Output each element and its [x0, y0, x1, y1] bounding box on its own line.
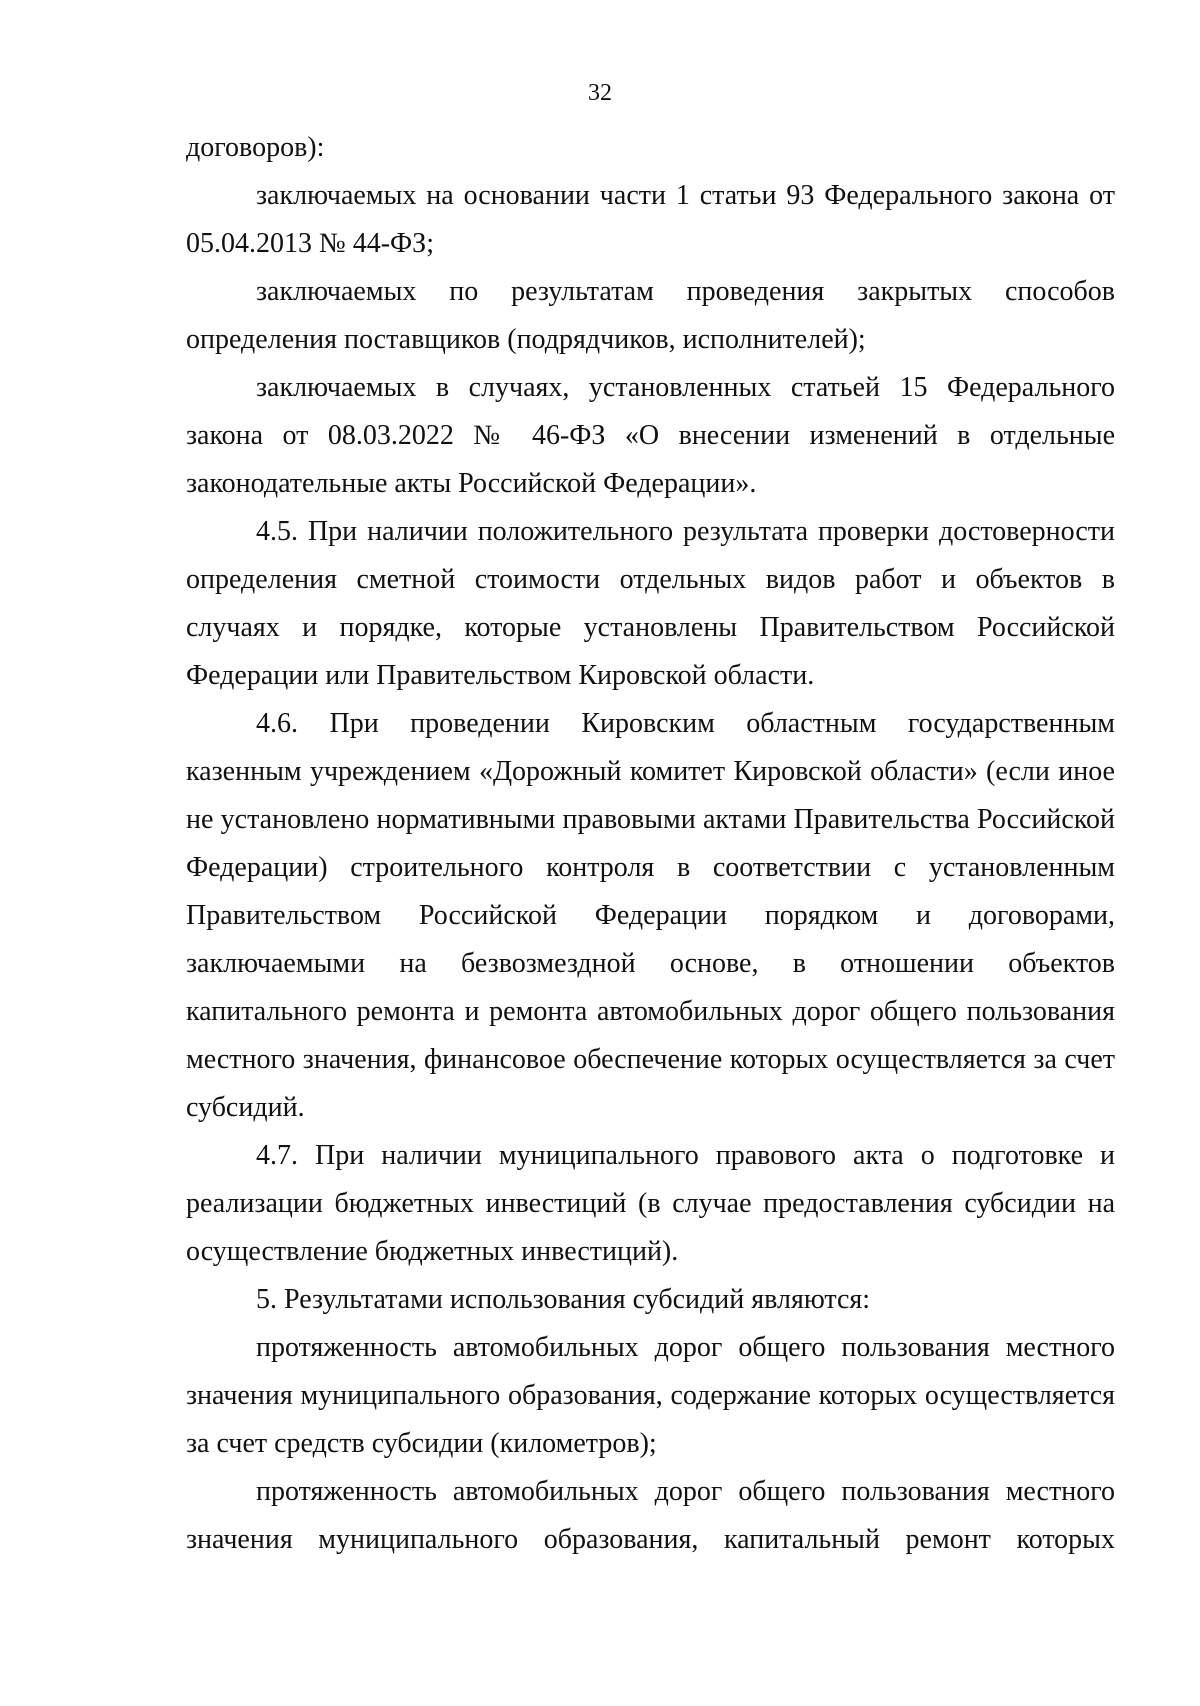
paragraph: 5. Результатами использования субсидий являются: [256, 1284, 871, 1315]
paragraph: договоров): [186, 132, 325, 163]
document-body [186, 124, 1115, 1564]
paragraph: протяженность автомобильных дорог общего пользования местного значения муниципального образования, капитальный ремонт которых [186, 1476, 1115, 1555]
paragraph: протяженность автомобильных дорог общего пользования местного значения муниципального образования, содержание которых осуществляется за счет средств субсидии (километров); [186, 1332, 1115, 1459]
paragraph: заключаемых на основании части 1 статьи 93 Федерального закона от 05.04.2013 № 44-ФЗ; [186, 180, 1115, 259]
paragraph: 4.6. При проведении Кировским областным государственным казенным учреждением «Дорожный комитет Кировской области» (если иное не установлено нормативными правовыми актами Правительства Российской Федерации) строительного контроля в соответствии с установленным Правительством Российской Федерации порядком и договорами, заключаемыми на безвозмездной основе, в отношении объектов капитального ремонта и ремонта автомобильных дорог общего пользования местного значения, финансовое обеспечение которых осуществляется за счет субсидий. [186, 708, 1115, 1123]
page-number: 32 [588, 80, 612, 106]
paragraph: 4.5. При наличии положительного результата проверки достоверности определения сметной стоимости отдельных видов работ и объектов в случаях и порядке, которые установлены Правительством Российской Федерации или Правительством Кировской области. [186, 516, 1115, 691]
paragraph: 4.7. При наличии муниципального правового акта о подготовке и реализации бюджетных инвестиций (в случае предоставления субсидии на осуществление бюджетных инвестиций). [186, 1140, 1115, 1267]
paragraph: заключаемых в случаях, установленных статьей 15 Федерального закона от 08.03.2022 № 46-ФЗ «О внесении изменений в отдельные законодательные акты Российской Федерации». [186, 372, 1115, 499]
paragraph: заключаемых по результатам проведения закрытых способов определения поставщиков (подрядчиков, исполнителей); [186, 276, 1115, 355]
